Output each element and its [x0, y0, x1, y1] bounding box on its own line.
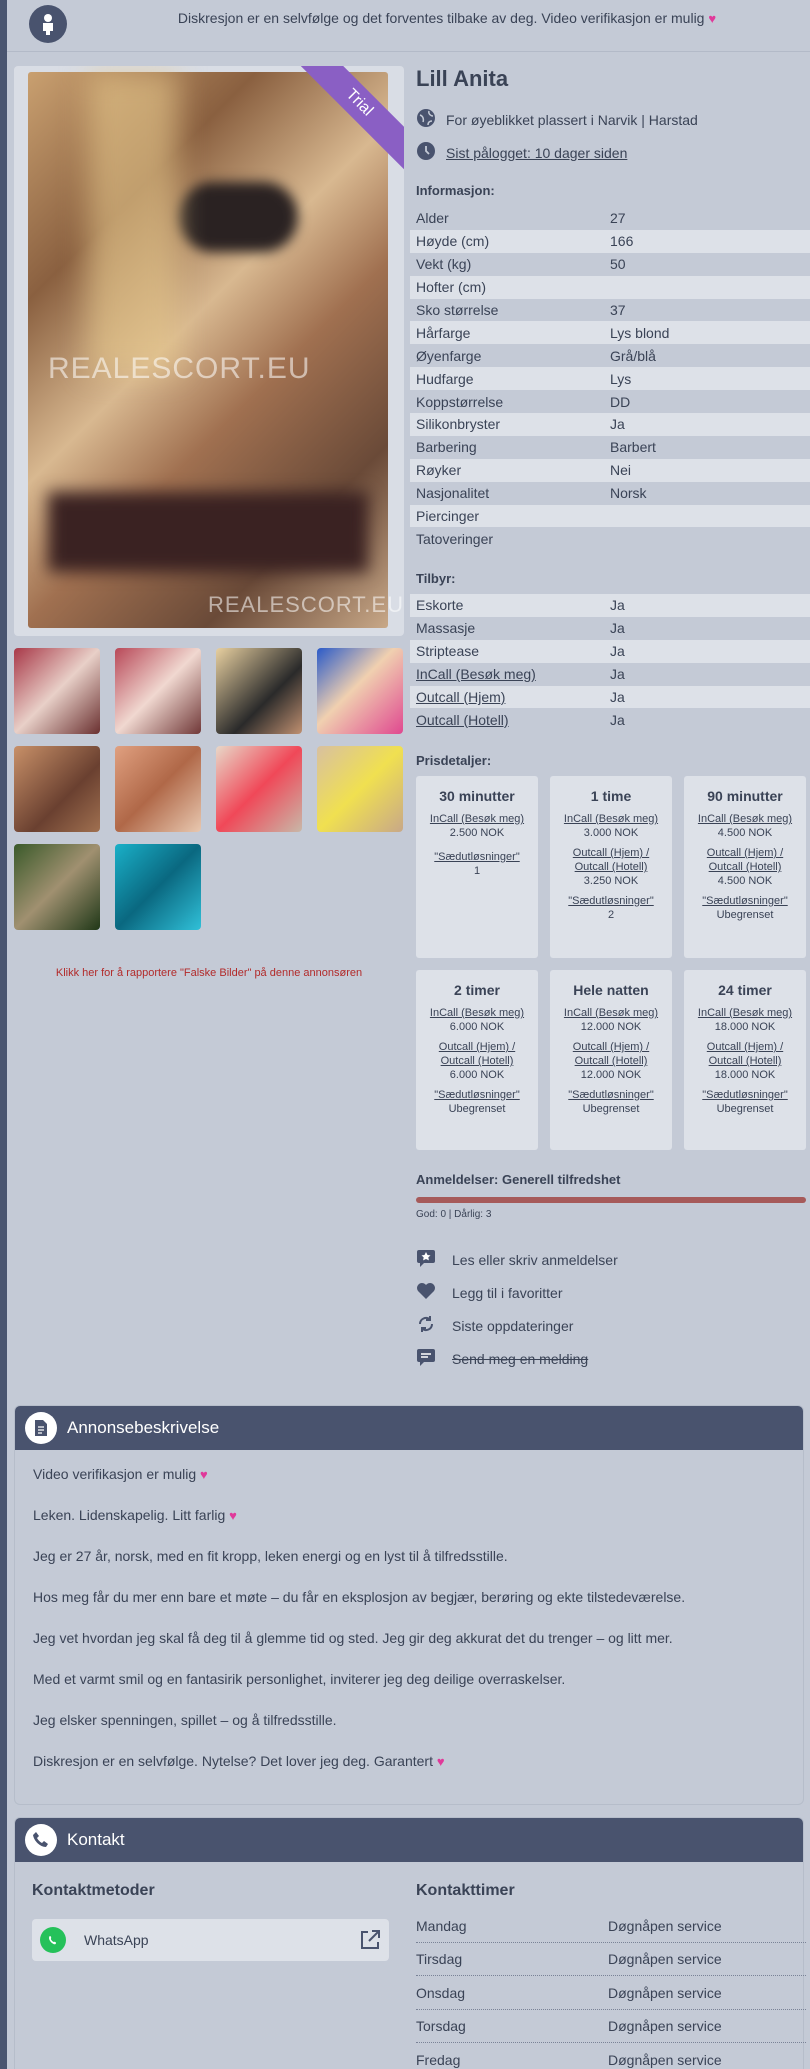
heart-emoji-icon: ♥	[229, 1508, 237, 1523]
top-notice-text: Diskresjon er en selvfølge og det forventes tilbake av deg. Video verifikasjon er mulig ♥	[177, 10, 717, 26]
contact-header: Kontakt	[15, 1818, 803, 1862]
incall-link[interactable]: InCall (Besøk meg)	[429, 813, 525, 825]
info-row: Hudfarge Lys	[410, 367, 810, 390]
favorite-action[interactable]: Legg til i favoritter	[416, 1281, 563, 1304]
location-row	[416, 108, 698, 131]
outcall-link[interactable]: Outcall (Hjem) / Outcall (Hotell)	[706, 847, 784, 873]
last-online-link[interactable]: Sist pålogget: 10 dager siden	[446, 144, 628, 161]
hours-row: Torsdag Døgnåpen service	[416, 2010, 806, 2043]
satisfaction-bar	[416, 1197, 806, 1203]
outcall-hotel-link[interactable]: Outcall (Hotell)	[416, 711, 509, 728]
gallery-thumbnail[interactable]	[14, 746, 100, 832]
price-card: 2 timer InCall (Besøk meg) 6.000 NOK Outcall (Hjem) / Outcall (Hotell) 6.000 NOK "Sædutløsninger" Ubegrenset	[416, 970, 538, 1150]
gallery-thumbnail[interactable]	[216, 648, 302, 734]
offer-row: Striptease Ja	[410, 640, 810, 663]
report-fake-photos-link[interactable]: Klikk her for å rapportere "Falske Bilder" på denne annonsøren	[55, 967, 363, 979]
info-row: Høyde (cm) 166	[410, 230, 810, 253]
heart-emoji-icon: ♥	[708, 11, 717, 26]
hours-row: Fredag Døgnåpen service	[416, 2044, 806, 2069]
gallery-thumbnail[interactable]	[216, 746, 302, 832]
user-icon	[29, 5, 67, 43]
gallery-thumbnail[interactable]	[317, 746, 403, 832]
incall-link[interactable]: InCall (Besøk meg)	[697, 813, 793, 825]
description-line: Jeg elsker spenningen, spillet – og å tilfredsstille.	[33, 1712, 337, 1728]
main-photo[interactable]	[14, 66, 404, 636]
offers-table	[410, 594, 810, 731]
info-row: Sko størrelse 37	[416, 302, 626, 318]
description-line: Leken. Lidenskapelig. Litt farlig ♥	[33, 1495, 803, 1536]
description-line: Diskresjon er en selvfølge. Nytelse? Det lover jeg deg. Garantert ♥	[33, 1741, 803, 1782]
ejaculations-link[interactable]: "Sædutløsninger"	[702, 1089, 788, 1101]
offer-row: Outcall (Hotell) Ja	[410, 708, 810, 731]
location-text: For øyeblikket plassert i Narvik | Harstad	[446, 111, 698, 128]
incall-link[interactable]: InCall (Besøk meg)	[563, 1007, 659, 1019]
outcall-link[interactable]: Outcall (Hjem) / Outcall (Hotell)	[572, 847, 650, 873]
info-row: Nasjonalitet Norsk	[416, 485, 647, 502]
description-line: Med et varmt smil og en fantasirik personlighet, inviterer jeg deg deilige overraskelser.	[33, 1671, 566, 1687]
incall-link[interactable]: InCall (Besøk meg)	[429, 1007, 525, 1019]
price-card: 24 timer InCall (Besøk meg) 18.000 NOK Outcall (Hjem) / Outcall (Hotell) 18.000 NOK "Sædutløsninger" Ubegrenset	[684, 970, 806, 1150]
contact-methods-title: Kontaktmetoder	[32, 1882, 155, 1899]
globe-icon	[416, 108, 436, 131]
description-line: Video verifikasjon er mulig ♥	[33, 1454, 803, 1495]
gallery-thumbnail[interactable]	[14, 844, 100, 930]
profile-name: Lill Anita	[416, 66, 509, 91]
gallery-thumbnail[interactable]	[317, 648, 403, 734]
gallery-thumbnail[interactable]	[115, 648, 201, 734]
info-row: Vekt (kg) 50	[416, 256, 626, 273]
heart-emoji-icon: ♥	[436, 1754, 445, 1769]
description-line: Jeg vet hvordan jeg skal få deg til å glemme tid og sted. Jeg gir deg akkurat det du trenger – og litt mer.	[33, 1630, 673, 1646]
offer-row: InCall (Besøk meg) Ja	[410, 663, 810, 686]
heart-emoji-icon: ♥	[200, 1467, 208, 1482]
info-row: Røyker Nei	[410, 459, 810, 482]
hours-row: Tirsdag Døgnåpen service	[416, 1943, 806, 1976]
offers-title: Tilbyr:	[416, 571, 456, 586]
send-message-action[interactable]: Send meg en melding	[416, 1347, 588, 1370]
message-icon	[416, 1347, 436, 1370]
ejaculations-link[interactable]: "Sædutløsninger"	[702, 895, 788, 907]
info-title: Informasjon:	[416, 183, 495, 198]
prices-title: Prisdetaljer:	[416, 753, 492, 768]
ejaculations-link[interactable]: "Sædutløsninger"	[434, 851, 520, 863]
info-table	[410, 207, 810, 550]
hours-row: Mandag Døgnåpen service	[416, 1910, 806, 1943]
description-line: Hos meg får du mer enn bare et møte – du får en eksplosjon av begjær, berøring og ekte tilstedeværelse.	[33, 1589, 686, 1605]
price-card: 90 minutter InCall (Besøk meg) 4.500 NOK Outcall (Hjem) / Outcall (Hotell) 4.500 NOK "Sædutløsninger" Ubegrenset	[684, 776, 806, 958]
info-row: Hofter (cm)	[410, 276, 810, 299]
last-online-row	[416, 141, 627, 164]
ejaculations-link[interactable]: "Sædutløsninger"	[568, 895, 654, 907]
contact-hours-title: Kontakttimer	[416, 1882, 515, 1899]
ejaculations-link[interactable]: "Sædutløsninger"	[568, 1089, 654, 1101]
description-panel	[14, 1405, 804, 1805]
document-icon	[25, 1412, 57, 1444]
gallery-thumbnail[interactable]	[115, 746, 201, 832]
info-row: Alder 27	[416, 210, 626, 227]
watermark: REALESCORT.EU	[48, 352, 311, 385]
info-row: Tatoveringer	[416, 530, 494, 547]
updates-action[interactable]: Siste oppdateringer	[416, 1314, 573, 1337]
offer-row: Massasje Ja	[416, 620, 625, 637]
trial-ribbon: Trial	[288, 66, 404, 174]
incall-link[interactable]: InCall (Besøk meg)	[697, 1007, 793, 1019]
reviews-title: Anmeldelser: Generell tilfredshet	[416, 1172, 621, 1187]
info-row: Øyenfarge Grå/blå	[416, 347, 656, 364]
refresh-icon	[416, 1314, 436, 1337]
hours-row: Onsdag Døgnåpen service	[416, 1977, 806, 2010]
offer-row: Eskorte Ja	[410, 594, 810, 617]
heart-icon	[416, 1281, 436, 1304]
info-row: Barbering Barbert	[416, 439, 656, 456]
description-line: Jeg er 27 år, norsk, med en fit kropp, leken energi og en lyst til å tilfredsstille.	[33, 1548, 508, 1564]
reviews-action[interactable]: Les eller skriv anmeldelser	[416, 1248, 618, 1271]
external-link-icon	[359, 1929, 381, 1954]
info-row: Koppstørrelse DD	[416, 393, 631, 410]
info-row: Piercinger	[410, 505, 810, 528]
incall-link[interactable]: InCall (Besøk meg)	[416, 666, 536, 683]
info-row: Hårfarge Lys blond	[410, 321, 810, 344]
price-card: Hele natten InCall (Besøk meg) 12.000 NOK Outcall (Hjem) / Outcall (Hotell) 12.000 NOK "Sædutløsninger" Ubegrenset	[550, 970, 672, 1150]
left-edge-bar	[0, 0, 7, 2069]
phone-icon	[25, 1824, 57, 1856]
reviews-counts: God: 0 | Dårlig: 3	[416, 1209, 492, 1220]
info-row: Silikonbryster Ja	[410, 413, 810, 436]
outcall-link[interactable]: Outcall (Hjem) / Outcall (Hotell)	[706, 1041, 784, 1067]
incall-link[interactable]: InCall (Besøk meg)	[563, 813, 659, 825]
outcall-link[interactable]: Outcall (Hjem) / Outcall (Hotell)	[572, 1041, 650, 1067]
gallery-thumbnail[interactable]	[115, 844, 201, 930]
watermark: REALESCORT.EU	[208, 592, 404, 617]
offer-row: Outcall (Hjem) Ja	[410, 686, 810, 709]
outcall-home-link[interactable]: Outcall (Hjem)	[416, 689, 506, 705]
main-photo-image	[28, 72, 404, 628]
description-header: Annonsebeskrivelse	[15, 1406, 803, 1450]
price-card: 30 minutter InCall (Besøk meg) 2.500 NOK "Sædutløsninger" 1	[416, 776, 538, 958]
top-notice-bar	[7, 0, 810, 52]
clock-icon	[416, 141, 436, 164]
outcall-link[interactable]: Outcall (Hjem) / Outcall (Hotell)	[438, 1041, 516, 1067]
gallery-thumbnail[interactable]	[14, 648, 100, 734]
price-card: 1 time InCall (Besøk meg) 3.000 NOK Outcall (Hjem) / Outcall (Hotell) 3.250 NOK "Sædutløsninger" 2	[550, 776, 672, 958]
whatsapp-button[interactable]: WhatsApp	[32, 1919, 389, 1961]
ejaculations-link[interactable]: "Sædutløsninger"	[434, 1089, 520, 1101]
whatsapp-icon	[40, 1927, 66, 1953]
star-comment-icon	[416, 1248, 436, 1271]
